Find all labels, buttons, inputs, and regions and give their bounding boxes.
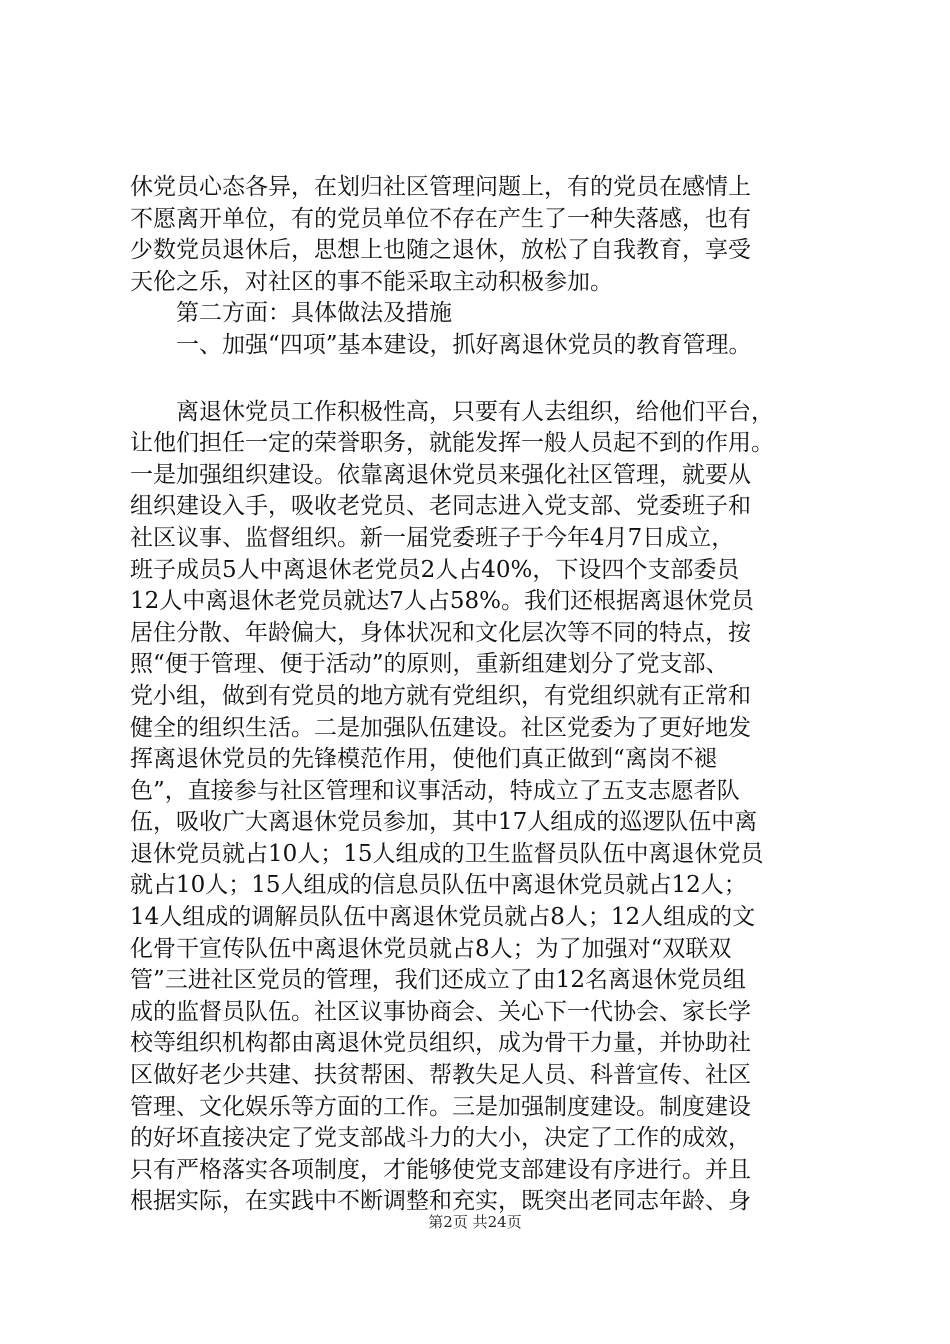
- paragraph-line: 天伦之乐，对社区的事不能采取主动积极参加。: [130, 268, 613, 295]
- paragraph-line: 管理、文化娱乐等方面的工作。三是加强制度建设。制度建设: [130, 1093, 751, 1120]
- paragraph-line: 校等组织机构都由离退休党员组织，成为骨干力量，并协助社: [130, 1030, 751, 1057]
- paragraph-line: 12人中离退休老党员就达7人占58%。我们还根据离退休党员: [130, 588, 755, 615]
- paragraph-line: 退休党员就占10人；15人组成的卫生监督员队伍中离退休党员: [130, 840, 764, 867]
- paragraph-line: 班子成员5人中离退休老党员2人占40%，下设四个支部委员: [130, 556, 740, 583]
- paragraph-line: 化骨干宣传队伍中离退休党员就占8人；为了加强对“双联双: [130, 935, 732, 962]
- paragraph-gap: [130, 362, 840, 397]
- paragraph-line: 只有严格落实各项制度，才能够使党支部建设有序进行。并且: [130, 1156, 751, 1183]
- section-heading: 第二方面：具体做法及措施: [176, 300, 452, 327]
- paragraph-line: 14人组成的调解员队伍中离退休党员就占8人；12人组成的文: [130, 904, 756, 931]
- paragraph-line: 居住分散、年龄偏大，身体状况和文化层次等不同的特点，按: [130, 619, 751, 646]
- paragraph-line: 组织建设入手，吸收老党员、老同志进入党支部、党委班子和: [130, 493, 751, 520]
- paragraph-line: 成的监督员队伍。社区议事协商会、关心下一代协会、家长学: [130, 998, 751, 1025]
- paragraph-line: 休党员心态各异，在划归社区管理问题上，有的党员在感情上: [130, 174, 751, 200]
- paragraph-line: 少数党员退休后，思想上也随之退休，放松了自我教育，享受: [130, 237, 751, 264]
- paragraph-line: 社区议事、监督组织。新一届党委班子于今年4月7日成立，: [130, 524, 735, 551]
- paragraph-line: 就占10人；15人组成的信息员队伍中离退休党员就占12人；: [130, 872, 747, 899]
- paragraph-line: 根据实际，在实践中不断调整和充实，既突出老同志年龄、身: [130, 1188, 751, 1215]
- paragraph-line: 色”，直接参与社区管理和议事活动，特成立了五支志愿者队: [130, 777, 740, 804]
- paragraph-line: 让他们担任一定的荣誉职务，就能发挥一般人员起不到的作用。: [130, 430, 774, 457]
- paragraph-line: 挥离退休党员的先锋模范作用，使他们真正做到“离岗不褪: [130, 746, 717, 773]
- paragraph-line: 离退休党员工作积极性高，只要有人去组织，给他们平台，: [176, 398, 774, 425]
- paragraph-line: 一是加强组织建设。依靠离退休党员来强化社区管理，就要从: [130, 461, 751, 488]
- page-footer: 第2页 共24页: [428, 1213, 522, 1231]
- subheading: 一、加强“四项”基本建设，抓好离退休党员的教育管理。: [176, 331, 752, 358]
- body-text: [130, 172, 840, 1218]
- paragraph-line: 党小组，做到有党员的地方就有党组织，有党组织就有正常和: [130, 682, 751, 709]
- paragraph-line: 管”三进社区党员的管理，我们还成立了由12名离退休党员组: [130, 967, 747, 994]
- paragraph-line: 不愿离开单位，有的党员单位不存在产生了一种失落感，也有: [130, 205, 751, 232]
- paragraph-line: 区做好老少共建、扶贫帮困、帮教失足人员、科普宣传、社区: [130, 1062, 751, 1089]
- paragraph-line: 照“便于管理、便于活动”的原则，重新组建划分了党支部、: [130, 651, 729, 678]
- paragraph-line: 伍，吸收广大离退休党员参加，其中17人组成的巡逻队伍中离: [130, 809, 758, 836]
- paragraph-line: 健全的组织生活。二是加强队伍建设。社区党委为了更好地发: [130, 714, 751, 741]
- paragraph-line: 的好坏直接决定了党支部战斗力的大小，决定了工作的成效，: [130, 1125, 751, 1152]
